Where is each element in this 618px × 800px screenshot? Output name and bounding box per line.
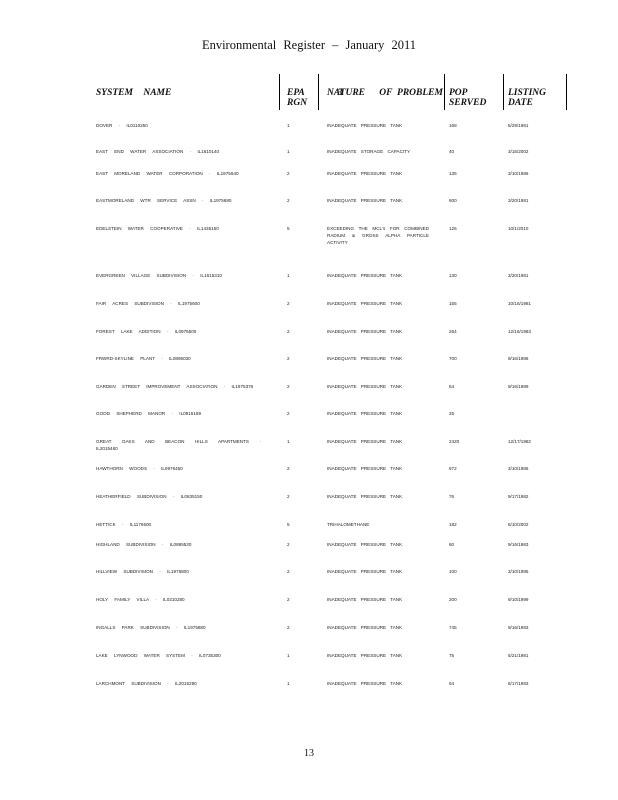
system-name-cell: INGALLS PARK SUBDIVISION · IL1975880	[96, 625, 206, 630]
system-name-cell: GREAT OAKS AND BEACON HILLS APARTMENTS · IL2015460	[96, 439, 261, 451]
epa-rgn-cell: 2	[287, 466, 290, 471]
epa-rgn-cell: 5	[287, 522, 290, 527]
nature-cell: TRIHALOMETHANE	[327, 522, 370, 527]
nature-cell: INADEQUATE PRESSURE TANK	[327, 494, 403, 499]
header-divider	[444, 74, 445, 110]
epa-rgn-cell: 2	[287, 356, 290, 361]
epa-rgn-cell: 2	[287, 198, 290, 203]
nature-cell: INADEQUATE PRESSURE TANK	[327, 171, 403, 176]
epa-rgn-cell: 5	[287, 226, 290, 231]
system-name-cell: HIGHLAND SUBDIVISION · IL0895530	[96, 542, 192, 547]
page-title: Environmental Register – January 2011	[201, 38, 417, 52]
table-row	[0, 596, 618, 624]
pop-served-cell: 75	[449, 653, 455, 658]
listing-date-cell: 6/17/1983	[508, 681, 529, 686]
pop-served-cell: 600	[449, 198, 457, 203]
system-name-cell: DOVER · IL0110250	[96, 123, 148, 128]
epa-rgn-cell: 2	[287, 569, 290, 574]
header-divider	[503, 74, 504, 110]
nature-cell: INADEQUATE PRESSURE TANK	[327, 681, 403, 686]
table-row	[0, 355, 618, 383]
nature-cell: INADEQUATE PRESSURE TANK	[327, 329, 403, 334]
header-pop-served: POP SERVED	[449, 88, 487, 108]
header-system-name: SYSTEM NAME	[96, 88, 172, 98]
listing-date-cell: 10/16/1981	[508, 301, 531, 306]
table-row	[0, 493, 618, 521]
table-row	[0, 541, 618, 569]
epa-rgn-cell: 1	[287, 681, 290, 686]
system-name-cell: HETTICK · IL1176500	[96, 522, 152, 527]
table-row	[0, 122, 618, 150]
nature-cell: INADEQUATE PRESSURE TANK	[327, 625, 403, 630]
epa-rgn-cell: 2	[287, 411, 290, 416]
pop-served-cell: 25	[449, 411, 455, 416]
listing-date-cell: 10/1/2010	[508, 226, 529, 231]
pop-served-cell: 264	[449, 329, 457, 334]
nature-cell: INADEQUATE PRESSURE TANK	[327, 569, 403, 574]
nature-cell: INADEQUATE PRESSURE TANK	[327, 198, 403, 203]
listing-date-cell: 3/20/1981	[508, 273, 529, 278]
pop-served-cell: 200	[449, 597, 457, 602]
header-divider	[566, 74, 567, 110]
epa-rgn-cell: 2	[287, 494, 290, 499]
pop-served-cell: 54	[449, 384, 455, 389]
listing-date-cell: 9/16/1983	[508, 542, 529, 547]
table-row	[0, 410, 618, 438]
table-row	[0, 680, 618, 708]
header-nature-of-problem: NATURE OF PROBLEM	[327, 88, 443, 98]
epa-rgn-cell: 1	[287, 273, 290, 278]
listing-date-cell: 3/10/1985	[508, 569, 529, 574]
table-row	[0, 328, 618, 356]
pop-served-cell: 125	[449, 226, 457, 231]
table-row	[0, 652, 618, 680]
page-number: 13	[304, 748, 314, 759]
epa-rgn-cell: 1	[287, 439, 290, 444]
system-name-cell: LARCHMONT SUBDIVISION · IL2015290	[96, 681, 197, 686]
system-name-cell: EASTMORELAND WTR SERVICE ASSN · IL1975680	[96, 198, 232, 203]
nature-cell: INADEQUATE STORAGE CAPACITY	[327, 149, 411, 154]
table-row	[0, 197, 618, 225]
nature-cell: INADEQUATE PRESSURE TANK	[327, 411, 403, 416]
listing-date-cell: 9/16/1986	[508, 356, 529, 361]
epa-rgn-cell: 2	[287, 542, 290, 547]
pop-served-cell: 700	[449, 356, 457, 361]
header-epa-rgn: EPA 3 RGN	[287, 88, 343, 108]
listing-date-cell: 6/10/2002	[508, 522, 529, 527]
listing-date-cell: 5/29/1981	[508, 123, 529, 128]
listing-date-cell: 3/10/1986	[508, 171, 529, 176]
system-name-cell: GOOD SHEPHERD MANOR · IL0915189	[96, 411, 202, 416]
system-name-cell: GARDEN STREET IMPROVEMENT ASSOCIATION · IL1975376	[96, 384, 254, 389]
system-name-cell: HEATHERFIELD SUBDIVISION · IL0635150	[96, 494, 203, 499]
system-name-cell: FOREST LAKE ADDITION · IL0975500	[96, 329, 197, 334]
table-row	[0, 465, 618, 493]
system-name-cell: EAST END WATER ASSOCIATION · IL1610140	[96, 149, 220, 154]
epa-rgn-cell: 2	[287, 171, 290, 176]
system-name-cell: HAWTHORN WOODS · IL0976450	[96, 466, 183, 471]
epa-rgn-cell: 2	[287, 597, 290, 602]
table-row	[0, 272, 618, 300]
epa-rgn-cell: 2	[287, 301, 290, 306]
epa-rgn-cell: 1	[287, 653, 290, 658]
system-name-cell: HILLVIEW SUBDIVISION · IL1975800	[96, 569, 189, 574]
system-name-cell: EAST MORELAND WATER CORPORATION · IL1975640	[96, 171, 239, 176]
pop-served-cell: 168	[449, 123, 457, 128]
epa-rgn-cell: 1	[287, 123, 290, 128]
table-row	[0, 170, 618, 198]
epa-rgn-cell: 2	[287, 384, 290, 389]
pop-served-cell: 745	[449, 625, 457, 630]
system-name-cell: FAIR ACRES SUBDIVISION · IL1975600	[96, 301, 200, 306]
pop-served-cell: 2420	[449, 439, 460, 444]
listing-date-cell: 9/10/1999	[508, 597, 529, 602]
table-row	[0, 383, 618, 411]
listing-date-cell: 3/20/1981	[508, 198, 529, 203]
epa-rgn-cell: 2	[287, 329, 290, 334]
nature-cell: INADEQUATE PRESSURE TANK	[327, 301, 403, 306]
table-row	[0, 568, 618, 596]
listing-date-cell: 9/17/1982	[508, 494, 529, 499]
system-name-cell: EDELSTEIN WATER COOPERATIVE · IL1435150	[96, 226, 219, 231]
table-row	[0, 624, 618, 652]
header-divider	[279, 74, 280, 110]
header-listing-date: LISTING DATE	[508, 88, 547, 108]
nature-cell: INADEQUATE PRESSURE TANK	[327, 123, 403, 128]
system-name-cell: FRWRD-SKYLINE PLANT · IL0895030	[96, 356, 191, 361]
epa-rgn-cell: 1	[287, 149, 290, 154]
nature-cell: INADEQUATE PRESSURE TANK	[327, 273, 403, 278]
nature-cell: INADEQUATE PRESSURE TANK	[327, 439, 403, 444]
header-divider	[318, 74, 319, 110]
pop-served-cell: 40	[449, 149, 455, 154]
pop-served-cell: 155	[449, 301, 457, 306]
listing-date-cell: 9/16/1983	[508, 625, 529, 630]
system-name-cell: HOLY FAMILY VILLA · IL0310280	[96, 597, 185, 602]
nature-cell: INADEQUATE PRESSURE TANK	[327, 466, 403, 471]
system-name-cell: EVERGREEN VILLAGE SUBDIVISION · IL1615310	[96, 273, 222, 278]
nature-cell: EXCEEDING THE MCL's FOR COMBINED RADIUM & GROSS ALPHA PARTICLE ACTIVITY	[327, 226, 429, 245]
pop-served-cell: 130	[449, 273, 457, 278]
pop-served-cell: 182	[449, 522, 457, 527]
pop-served-cell: 672	[449, 466, 457, 471]
nature-cell: INADEQUATE PRESSURE TANK	[327, 653, 403, 658]
nature-cell: INADEQUATE PRESSURE TANK	[327, 597, 403, 602]
system-name-cell: LAKE LYNWOOD WATER SYSTEM · IL0735300	[96, 653, 221, 658]
pop-served-cell: 135	[449, 171, 457, 176]
listing-date-cell: 9/16/1989	[508, 384, 529, 389]
listing-date-cell: 12/17/1982	[508, 439, 531, 444]
table-row	[0, 438, 618, 466]
listing-date-cell: 12/16/1983	[508, 329, 531, 334]
pop-served-cell: 76	[449, 494, 455, 499]
pop-served-cell: 100	[449, 569, 457, 574]
listing-date-cell: 3/10/1985	[508, 466, 529, 471]
listing-date-cell: 3/15/2002	[508, 149, 529, 154]
epa-rgn-cell: 2	[287, 625, 290, 630]
nature-cell: INADEQUATE PRESSURE TANK	[327, 384, 403, 389]
table-row	[0, 225, 618, 265]
pop-served-cell: 60	[449, 542, 455, 547]
nature-cell: INADEQUATE PRESSURE TANK	[327, 542, 403, 547]
nature-cell: INADEQUATE PRESSURE TANK	[327, 356, 403, 361]
listing-date-cell: 5/21/1981	[508, 653, 529, 658]
pop-served-cell: 64	[449, 681, 455, 686]
table-row	[0, 300, 618, 328]
